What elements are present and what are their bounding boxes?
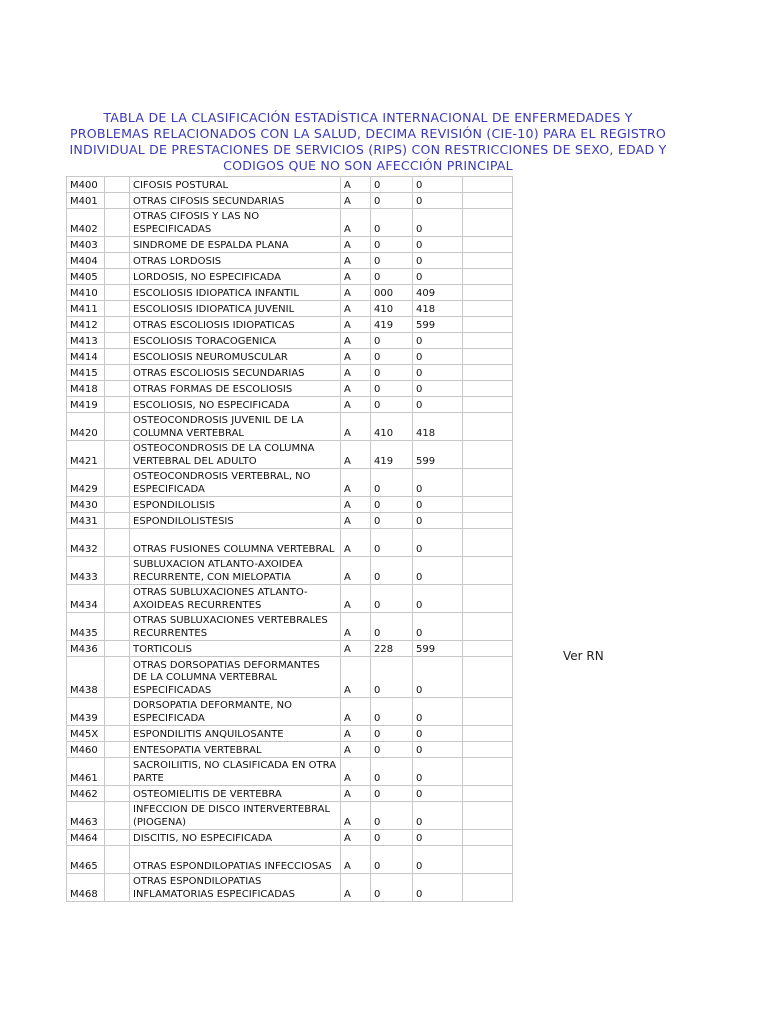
empty-cell (105, 557, 130, 585)
sex-cell: A (341, 469, 371, 497)
min-age-cell: 0 (371, 397, 413, 413)
code-cell: M418 (67, 381, 105, 397)
description-cell: ESCOLIOSIS, NO ESPECIFICADA (130, 397, 341, 413)
description-cell: OSTEOCONDROSIS DE LA COLUMNA VERTEBRAL DEL ADULTO (130, 441, 341, 469)
table-row (67, 557, 513, 585)
description-cell: ESCOLIOSIS IDIOPATICA JUVENIL (130, 301, 341, 317)
description-cell: SACROILIITIS, NO CLASIFICADA EN OTRA PARTE (130, 758, 341, 786)
table-row (67, 413, 513, 441)
code-cell: M430 (67, 497, 105, 513)
code-cell: M465 (67, 846, 105, 874)
min-age-cell: 0 (371, 786, 413, 802)
max-age-cell: 0 (413, 193, 463, 209)
code-cell: M411 (67, 301, 105, 317)
table-row (67, 381, 513, 397)
empty-cell (463, 698, 513, 726)
max-age-cell: 0 (413, 365, 463, 381)
empty-cell (105, 846, 130, 874)
empty-cell (463, 333, 513, 349)
empty-cell (105, 742, 130, 758)
table-row (67, 874, 513, 902)
min-age-cell: 410 (371, 301, 413, 317)
empty-cell (105, 513, 130, 529)
sex-cell: A (341, 758, 371, 786)
min-age-cell: 000 (371, 285, 413, 301)
min-age-cell: 0 (371, 513, 413, 529)
table-row (67, 237, 513, 253)
sex-cell: A (341, 874, 371, 902)
max-age-cell: 0 (413, 513, 463, 529)
description-cell: CIFOSIS POSTURAL (130, 177, 341, 193)
sex-cell: A (341, 381, 371, 397)
min-age-cell: 0 (371, 657, 413, 698)
description-cell: OTRAS LORDOSIS (130, 253, 341, 269)
sex-cell: A (341, 317, 371, 333)
table-row (67, 441, 513, 469)
table-row (67, 830, 513, 846)
sex-cell: A (341, 641, 371, 657)
empty-cell (463, 253, 513, 269)
empty-cell (105, 285, 130, 301)
code-cell: M405 (67, 269, 105, 285)
sex-cell: A (341, 333, 371, 349)
max-age-cell: 418 (413, 413, 463, 441)
sex-cell: A (341, 513, 371, 529)
sex-cell: A (341, 269, 371, 285)
empty-cell (463, 529, 513, 557)
sex-cell: A (341, 830, 371, 846)
empty-cell (105, 585, 130, 613)
min-age-cell: 0 (371, 193, 413, 209)
max-age-cell: 0 (413, 846, 463, 874)
table-row (67, 333, 513, 349)
sex-cell: A (341, 193, 371, 209)
empty-cell (105, 317, 130, 333)
code-cell: M461 (67, 758, 105, 786)
description-cell: ESCOLIOSIS TORACOGENICA (130, 333, 341, 349)
empty-cell (105, 613, 130, 641)
code-cell: M434 (67, 585, 105, 613)
min-age-cell: 419 (371, 317, 413, 333)
description-cell: ENTESOPATIA VERTEBRAL (130, 742, 341, 758)
max-age-cell: 0 (413, 726, 463, 742)
description-cell: OTRAS ESPONDILOPATIAS INFECCIOSAS (130, 846, 341, 874)
max-age-cell: 0 (413, 529, 463, 557)
empty-cell (105, 381, 130, 397)
sex-cell: A (341, 209, 371, 237)
description-cell: OSTEOCONDROSIS JUVENIL DE LA COLUMNA VERTEBRAL (130, 413, 341, 441)
empty-cell (463, 585, 513, 613)
empty-cell (105, 413, 130, 441)
empty-cell (463, 613, 513, 641)
max-age-cell: 599 (413, 641, 463, 657)
table-row (67, 742, 513, 758)
min-age-cell: 0 (371, 830, 413, 846)
max-age-cell: 0 (413, 269, 463, 285)
min-age-cell: 0 (371, 846, 413, 874)
sex-cell: A (341, 698, 371, 726)
empty-cell (105, 874, 130, 902)
table-row (67, 269, 513, 285)
code-cell: M414 (67, 349, 105, 365)
empty-cell (105, 365, 130, 381)
empty-cell (463, 874, 513, 902)
empty-cell (105, 177, 130, 193)
empty-cell (105, 269, 130, 285)
empty-cell (105, 349, 130, 365)
max-age-cell: 0 (413, 349, 463, 365)
max-age-cell: 599 (413, 317, 463, 333)
description-cell: ESPONDILITIS ANQUILOSANTE (130, 726, 341, 742)
empty-cell (463, 469, 513, 497)
empty-cell (463, 365, 513, 381)
empty-cell (463, 381, 513, 397)
min-age-cell: 0 (371, 613, 413, 641)
empty-cell (105, 786, 130, 802)
table-row (67, 365, 513, 381)
code-cell: M402 (67, 209, 105, 237)
sex-cell: A (341, 529, 371, 557)
max-age-cell: 0 (413, 786, 463, 802)
sex-cell: A (341, 657, 371, 698)
code-cell: M463 (67, 802, 105, 830)
code-cell: M439 (67, 698, 105, 726)
table-row (67, 469, 513, 497)
code-cell: M431 (67, 513, 105, 529)
code-cell: M419 (67, 397, 105, 413)
table-row (67, 253, 513, 269)
code-cell: M410 (67, 285, 105, 301)
empty-cell (463, 726, 513, 742)
code-cell: M436 (67, 641, 105, 657)
empty-cell (105, 209, 130, 237)
table-row (67, 698, 513, 726)
min-age-cell: 0 (371, 758, 413, 786)
sex-cell: A (341, 846, 371, 874)
max-age-cell: 0 (413, 758, 463, 786)
max-age-cell: 0 (413, 253, 463, 269)
code-cell: M413 (67, 333, 105, 349)
sex-cell: A (341, 301, 371, 317)
description-cell: TORTICOLIS (130, 641, 341, 657)
min-age-cell: 419 (371, 441, 413, 469)
code-cell: M45X (67, 726, 105, 742)
min-age-cell: 410 (371, 413, 413, 441)
empty-cell (463, 513, 513, 529)
sex-cell: A (341, 497, 371, 513)
table-row (67, 193, 513, 209)
max-age-cell: 0 (413, 333, 463, 349)
empty-cell (105, 830, 130, 846)
empty-cell (105, 698, 130, 726)
min-age-cell: 0 (371, 802, 413, 830)
empty-cell (105, 333, 130, 349)
description-cell: ESPONDILOLISTESIS (130, 513, 341, 529)
table-row (67, 285, 513, 301)
table-row (67, 529, 513, 557)
description-cell: OTRAS SUBLUXACIONES VERTEBRALES RECURRENTES (130, 613, 341, 641)
code-cell: M400 (67, 177, 105, 193)
description-cell: OTRAS ESPONDILOPATIAS INFLAMATORIAS ESPECIFICADAS (130, 874, 341, 902)
code-cell: M404 (67, 253, 105, 269)
empty-cell (463, 301, 513, 317)
max-age-cell: 599 (413, 441, 463, 469)
empty-cell (105, 802, 130, 830)
sex-cell: A (341, 397, 371, 413)
empty-cell (463, 497, 513, 513)
description-cell: SINDROME DE ESPALDA PLANA (130, 237, 341, 253)
description-cell: INFECCION DE DISCO INTERVERTEBRAL (PIOGENA) (130, 802, 341, 830)
max-age-cell: 0 (413, 698, 463, 726)
empty-cell (463, 177, 513, 193)
max-age-cell: 0 (413, 237, 463, 253)
max-age-cell: 0 (413, 742, 463, 758)
empty-cell (463, 237, 513, 253)
max-age-cell: 409 (413, 285, 463, 301)
code-cell: M401 (67, 193, 105, 209)
max-age-cell: 0 (413, 802, 463, 830)
empty-cell (463, 802, 513, 830)
code-cell: M415 (67, 365, 105, 381)
empty-cell (463, 846, 513, 874)
table-row (67, 657, 513, 698)
table-row (67, 177, 513, 193)
table-row (67, 317, 513, 333)
table-row (67, 726, 513, 742)
table-row (67, 613, 513, 641)
code-cell: M468 (67, 874, 105, 902)
sex-cell: A (341, 786, 371, 802)
table-row (67, 209, 513, 237)
max-age-cell: 0 (413, 557, 463, 585)
min-age-cell: 0 (371, 698, 413, 726)
description-cell: OTRAS CIFOSIS SECUNDARIAS (130, 193, 341, 209)
note-ver-rn: Ver RN (563, 649, 604, 663)
empty-cell (463, 657, 513, 698)
description-cell: OTRAS CIFOSIS Y LAS NO ESPECIFICADAS (130, 209, 341, 237)
table-row (67, 301, 513, 317)
sex-cell: A (341, 365, 371, 381)
max-age-cell: 0 (413, 657, 463, 698)
table-row (67, 349, 513, 365)
empty-cell (463, 317, 513, 333)
min-age-cell: 0 (371, 209, 413, 237)
empty-cell (105, 397, 130, 413)
table-row (67, 397, 513, 413)
code-cell: M462 (67, 786, 105, 802)
description-cell: OTRAS DORSOPATIAS DEFORMANTES DE LA COLUMNA VERTEBRAL ESPECIFICADAS (130, 657, 341, 698)
min-age-cell: 0 (371, 349, 413, 365)
min-age-cell: 0 (371, 253, 413, 269)
empty-cell (463, 641, 513, 657)
classification-table (66, 176, 513, 902)
empty-cell (105, 469, 130, 497)
description-cell: OTRAS FUSIONES COLUMNA VERTEBRAL (130, 529, 341, 557)
max-age-cell: 0 (413, 585, 463, 613)
empty-cell (105, 497, 130, 513)
sex-cell: A (341, 413, 371, 441)
description-cell: OSTEOCONDROSIS VERTEBRAL, NO ESPECIFICADA (130, 469, 341, 497)
min-age-cell: 228 (371, 641, 413, 657)
sex-cell: A (341, 441, 371, 469)
empty-cell (105, 758, 130, 786)
empty-cell (463, 557, 513, 585)
description-cell: ESCOLIOSIS IDIOPATICA INFANTIL (130, 285, 341, 301)
empty-cell (105, 441, 130, 469)
code-cell: M464 (67, 830, 105, 846)
table-row (67, 758, 513, 786)
description-cell: OSTEOMIELITIS DE VERTEBRA (130, 786, 341, 802)
empty-cell (463, 758, 513, 786)
code-cell: M435 (67, 613, 105, 641)
min-age-cell: 0 (371, 333, 413, 349)
sex-cell: A (341, 585, 371, 613)
min-age-cell: 0 (371, 469, 413, 497)
table-row (67, 786, 513, 802)
table-row (67, 846, 513, 874)
max-age-cell: 0 (413, 177, 463, 193)
min-age-cell: 0 (371, 585, 413, 613)
sex-cell: A (341, 285, 371, 301)
description-cell: OTRAS SUBLUXACIONES ATLANTO-AXOIDEAS RECURRENTES (130, 585, 341, 613)
empty-cell (105, 193, 130, 209)
code-cell: M460 (67, 742, 105, 758)
code-cell: M420 (67, 413, 105, 441)
min-age-cell: 0 (371, 497, 413, 513)
max-age-cell: 0 (413, 397, 463, 413)
empty-cell (463, 786, 513, 802)
max-age-cell: 0 (413, 381, 463, 397)
sex-cell: A (341, 177, 371, 193)
code-cell: M433 (67, 557, 105, 585)
code-cell: M403 (67, 237, 105, 253)
table-row (67, 513, 513, 529)
min-age-cell: 0 (371, 237, 413, 253)
sex-cell: A (341, 349, 371, 365)
sex-cell: A (341, 613, 371, 641)
min-age-cell: 0 (371, 529, 413, 557)
min-age-cell: 0 (371, 177, 413, 193)
empty-cell (463, 349, 513, 365)
sex-cell: A (341, 742, 371, 758)
empty-cell (463, 269, 513, 285)
empty-cell (105, 253, 130, 269)
empty-cell (463, 441, 513, 469)
description-cell: ESPONDILOLISIS (130, 497, 341, 513)
min-age-cell: 0 (371, 365, 413, 381)
empty-cell (105, 641, 130, 657)
max-age-cell: 0 (413, 209, 463, 237)
description-cell: OTRAS ESCOLIOSIS SECUNDARIAS (130, 365, 341, 381)
empty-cell (463, 193, 513, 209)
empty-cell (105, 301, 130, 317)
empty-cell (463, 742, 513, 758)
code-cell: M438 (67, 657, 105, 698)
page-title: TABLA DE LA CLASIFICACIÓN ESTADÍSTICA INTERNACIONAL DE ENFERMEDADES Y PROBLEMAS RELACIONADOS CON LA SALUD, DECIMA REVISIÓN (CIE-10) PARA EL REGISTRO INDIVIDUAL DE PRESTACIONES DE SERVICIOS (RIPS) CON RESTRICCIONES DE SEXO, EDAD Y CODIGOS QUE NO SON AFECCIÓN PRINCIPAL (69, 110, 667, 173)
max-age-cell: 0 (413, 497, 463, 513)
sex-cell: A (341, 726, 371, 742)
code-cell: M421 (67, 441, 105, 469)
description-cell: DORSOPATIA DEFORMANTE, NO ESPECIFICADA (130, 698, 341, 726)
max-age-cell: 0 (413, 613, 463, 641)
description-cell: ESCOLIOSIS NEUROMUSCULAR (130, 349, 341, 365)
empty-cell (463, 209, 513, 237)
max-age-cell: 418 (413, 301, 463, 317)
empty-cell (463, 397, 513, 413)
description-cell: LORDOSIS, NO ESPECIFICADA (130, 269, 341, 285)
code-cell: M432 (67, 529, 105, 557)
table-row (67, 641, 513, 657)
max-age-cell: 0 (413, 830, 463, 846)
min-age-cell: 0 (371, 742, 413, 758)
table-row (67, 585, 513, 613)
min-age-cell: 0 (371, 726, 413, 742)
min-age-cell: 0 (371, 874, 413, 902)
description-cell: OTRAS ESCOLIOSIS IDIOPATICAS (130, 317, 341, 333)
empty-cell (463, 413, 513, 441)
description-cell: SUBLUXACION ATLANTO-AXOIDEA RECURRENTE, CON MIELOPATIA (130, 557, 341, 585)
max-age-cell: 0 (413, 874, 463, 902)
empty-cell (105, 529, 130, 557)
min-age-cell: 0 (371, 557, 413, 585)
table-row (67, 497, 513, 513)
sex-cell: A (341, 557, 371, 585)
sex-cell: A (341, 237, 371, 253)
description-cell: DISCITIS, NO ESPECIFICADA (130, 830, 341, 846)
sex-cell: A (341, 802, 371, 830)
min-age-cell: 0 (371, 381, 413, 397)
empty-cell (105, 726, 130, 742)
table-row (67, 802, 513, 830)
code-cell: M429 (67, 469, 105, 497)
sex-cell: A (341, 253, 371, 269)
empty-cell (105, 657, 130, 698)
empty-cell (105, 237, 130, 253)
max-age-cell: 0 (413, 469, 463, 497)
description-cell: OTRAS FORMAS DE ESCOLIOSIS (130, 381, 341, 397)
min-age-cell: 0 (371, 269, 413, 285)
empty-cell (463, 285, 513, 301)
code-cell: M412 (67, 317, 105, 333)
empty-cell (463, 830, 513, 846)
